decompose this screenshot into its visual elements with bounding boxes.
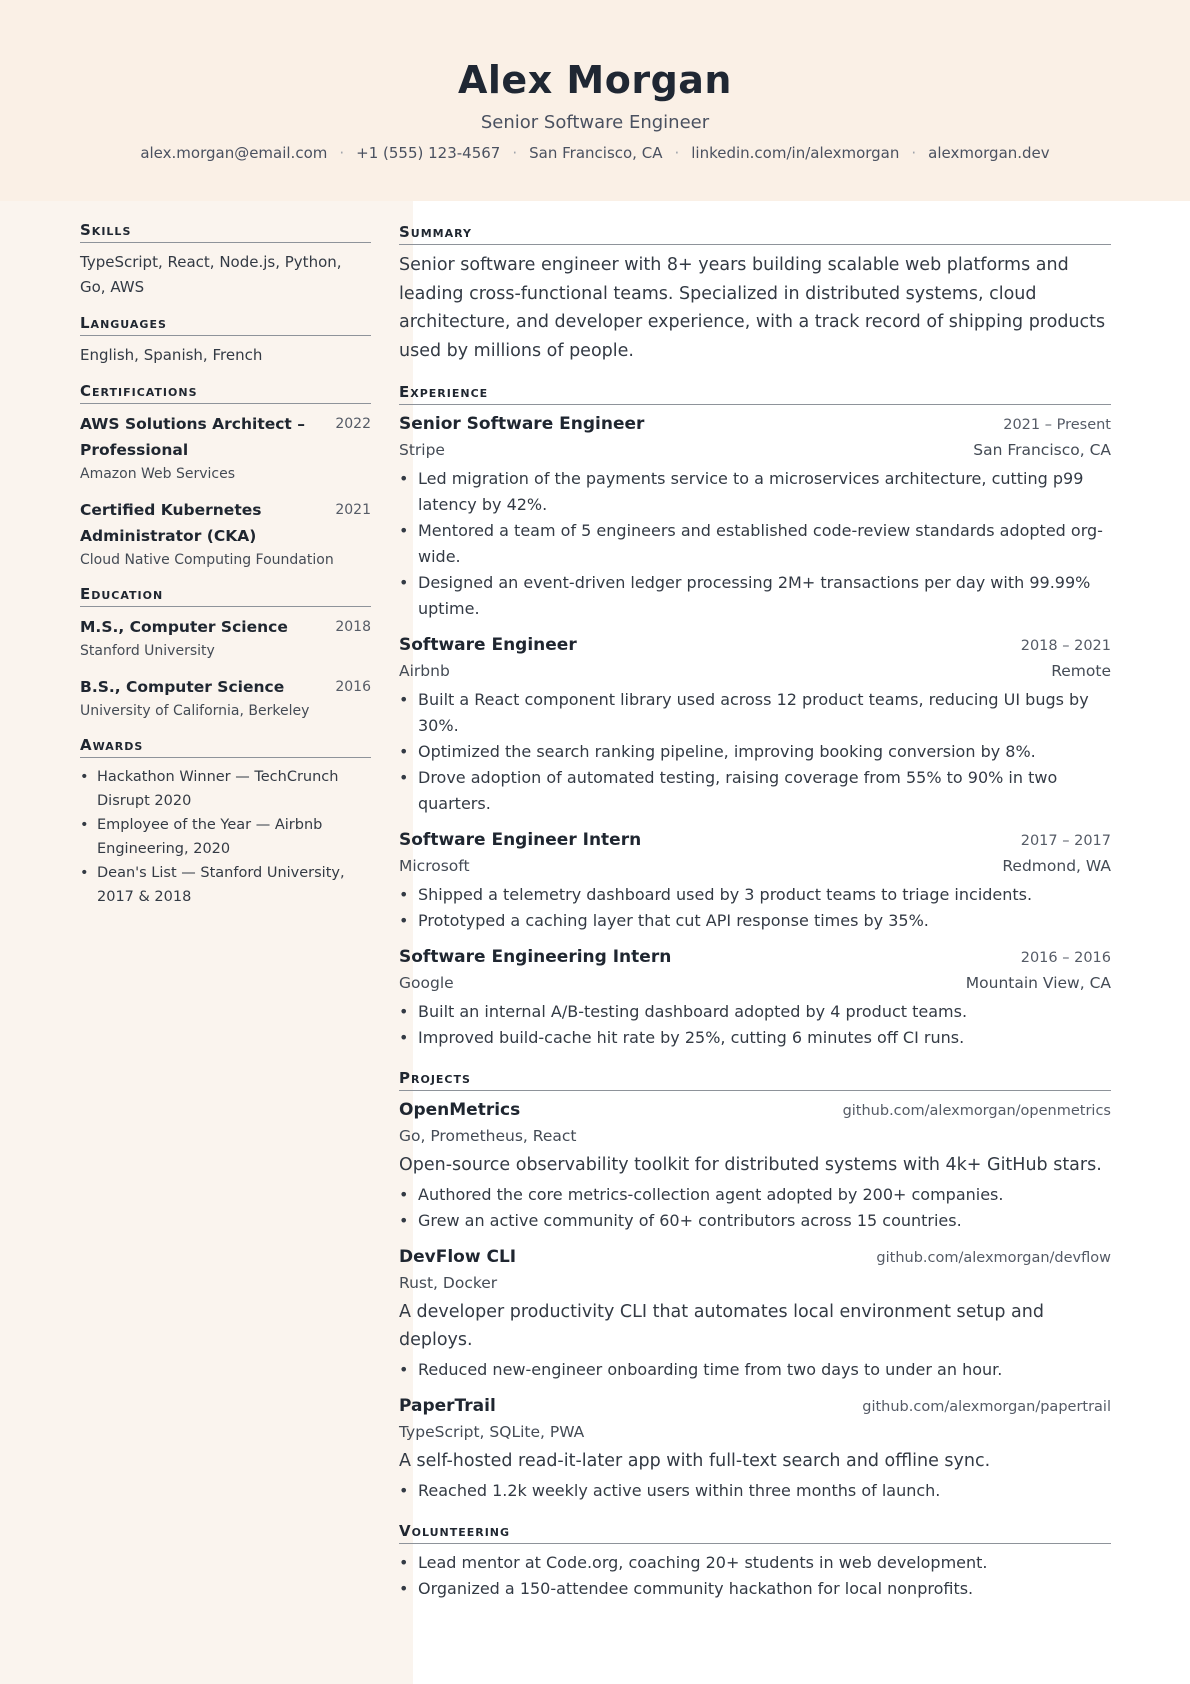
resume-header [0,0,1190,201]
contact-separator: · [339,144,345,162]
education-school: Stanford University [80,643,215,659]
certification-name: AWS Solutions Architect – Professional [80,415,305,459]
project-tech: TypeScript, SQLite, PWA [399,1423,585,1441]
job-title: Senior Software Engineer [399,414,645,434]
certification-year: 2022 [335,416,371,432]
job-bullets [399,466,1111,622]
languages-list: English, Spanish, French [80,346,263,364]
volunteering-bullets [399,1550,1111,1602]
education-item [80,674,371,722]
section-heading: Experience [399,383,1111,405]
project-link[interactable]: github.com/alexmorgan/papertrail [862,1399,1111,1415]
project-bullets [399,1478,1111,1504]
job-entry [399,632,1111,817]
skills-section [80,221,371,300]
experience-section [399,383,1111,1051]
job-bullet: • Shipped a telemetry dashboard used by 3 product teams to triage incidents. [399,882,1111,908]
summary-text: Senior software engineer with 8+ years building scalable web platforms and leading cross-functional teams. Specialized in distributed systems, cloud architecture, and developer experience, with a track record of shipping products used by millions of people. [399,255,1106,361]
project-name: DevFlow CLI [399,1247,517,1267]
job-dates: 2016 – 2016 [1020,950,1111,966]
volunteering-bullet: • Organized a 150-attendee community hackathon for local nonprofits. [399,1576,1111,1602]
project-description: A self-hosted read-it-later app with full-text search and offline sync. [399,1451,991,1471]
education-item [80,614,371,662]
contact-separator: · [512,144,518,162]
job-location: Remote [1051,662,1111,680]
section-heading: Education [80,585,371,607]
job-entry [399,827,1111,934]
project-entry [399,1244,1111,1383]
award-item: • Employee of the Year — Airbnb Engineering, 2020 [80,813,371,861]
volunteering-section [399,1522,1111,1602]
job-bullet: • Built a React component library used across 12 product teams, reducing UI bugs by 30%. [399,687,1111,739]
job-dates: 2021 – Present [1003,417,1111,433]
education-degree: B.S., Computer Science [80,678,285,696]
contact-line [0,144,1190,162]
job-title: Software Engineer [399,635,577,655]
project-name: OpenMetrics [399,1100,521,1120]
contact-separator: · [674,144,680,162]
job-bullets [399,999,1111,1051]
awards-section [80,736,371,909]
project-bullet: • Reached 1.2k weekly active users within three months of launch. [399,1478,1111,1504]
candidate-title: Senior Software Engineer [480,112,710,133]
project-link[interactable]: github.com/alexmorgan/openmetrics [842,1103,1111,1119]
section-heading: Summary [399,223,1111,245]
contact-linkedin[interactable]: linkedin.com/in/alexmorgan [691,144,900,162]
contact-separator: · [911,144,917,162]
job-entry [399,411,1111,622]
certifications-section [80,382,371,571]
education-year: 2018 [335,619,371,635]
contact-website[interactable]: alexmorgan.dev [928,144,1050,162]
job-bullet: • Designed an event-driven ledger processing 2M+ transactions per day with 99.99% uptime. [399,570,1111,622]
project-link[interactable]: github.com/alexmorgan/devflow [876,1250,1111,1266]
project-name: PaperTrail [399,1396,496,1416]
skills-list: TypeScript, React, Node.js, Python, Go, AWS [80,253,342,296]
job-dates: 2018 – 2021 [1020,638,1111,654]
job-bullets [399,882,1111,934]
section-heading: Projects [399,1069,1111,1091]
project-tech: Rust, Docker [399,1274,498,1292]
candidate-name: Alex Morgan [457,58,732,102]
education-section [80,585,371,722]
job-location: Mountain View, CA [965,974,1111,992]
job-bullet: • Improved build-cache hit rate by 25%, cutting 6 minutes off CI runs. [399,1025,1111,1051]
job-company: Microsoft [399,857,470,875]
awards-list [80,765,371,909]
award-item: • Dean's List — Stanford University, 2017 & 2018 [80,861,371,909]
job-title: Software Engineering Intern [399,947,672,967]
job-location: Redmond, WA [1002,857,1111,875]
certification-year: 2021 [335,502,371,518]
job-bullet: • Drove adoption of automated testing, raising coverage from 55% to 90% in two quarters. [399,765,1111,817]
main-content [399,223,1111,1620]
project-tech: Go, Prometheus, React [399,1127,577,1145]
certification-item [80,411,371,485]
project-entry [399,1097,1111,1234]
job-company: Google [399,974,454,992]
education-degree: M.S., Computer Science [80,618,288,636]
job-bullet: • Prototyped a caching layer that cut API response times by 35%. [399,908,1111,934]
contact-email[interactable]: alex.morgan@email.com [140,144,328,162]
job-bullets [399,687,1111,817]
summary-section [399,223,1111,365]
job-bullet: • Mentored a team of 5 engineers and established code-review standards adopted org-wide. [399,518,1111,570]
job-location: San Francisco, CA [973,441,1111,459]
project-entry [399,1393,1111,1504]
job-dates: 2017 – 2017 [1020,833,1111,849]
volunteering-bullet: • Lead mentor at Code.org, coaching 20+ students in web development. [399,1550,1111,1576]
section-heading: Languages [80,314,371,336]
project-description: A developer productivity CLI that automates local environment setup and deploys. [399,1302,1044,1350]
project-bullet: • Reduced new-engineer onboarding time from two days to under an hour. [399,1357,1111,1383]
education-year: 2016 [335,679,371,695]
award-item: • Hackathon Winner — TechCrunch Disrupt 2020 [80,765,371,813]
project-bullet: • Authored the core metrics-collection agent adopted by 200+ companies. [399,1182,1111,1208]
job-bullet: • Led migration of the payments service to a microservices architecture, cutting p99 latency by 42%. [399,466,1111,518]
education-school: University of California, Berkeley [80,703,310,719]
certification-issuer: Amazon Web Services [80,466,236,482]
contact-location: San Francisco, CA [529,144,663,162]
sidebar [80,221,371,923]
section-heading: Volunteering [399,1522,1111,1544]
languages-section [80,314,371,368]
certification-name: Certified Kubernetes Administrator (CKA) [80,501,262,545]
project-bullet: • Grew an active community of 60+ contributors across 15 countries. [399,1208,1111,1234]
section-heading: Awards [80,736,371,758]
job-entry [399,944,1111,1051]
job-title: Software Engineer Intern [399,830,642,850]
certification-issuer: Cloud Native Computing Foundation [80,552,334,568]
job-bullet: • Optimized the search ranking pipeline, improving booking conversion by 8%. [399,739,1111,765]
job-company: Stripe [399,441,445,459]
section-heading: Certifications [80,382,371,404]
projects-section [399,1069,1111,1504]
project-description: Open-source observability toolkit for distributed systems with 4k+ GitHub stars. [399,1155,1102,1175]
job-bullet: • Built an internal A/B-testing dashboard adopted by 4 product teams. [399,999,1111,1025]
certification-item [80,497,371,571]
contact-phone[interactable]: +1 (555) 123-4567 [356,144,501,162]
section-heading: Skills [80,221,371,243]
job-company: Airbnb [399,662,450,680]
project-bullets [399,1357,1111,1383]
project-bullets [399,1182,1111,1234]
